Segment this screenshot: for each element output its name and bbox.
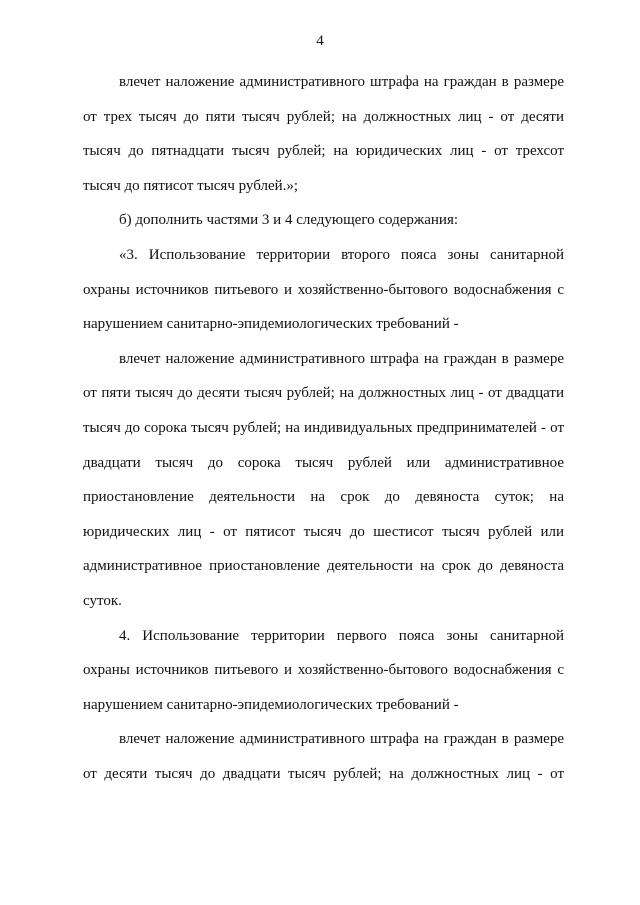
paragraph-part-4: 4. Использование территории первого пояса зоны санитарной охраны источников питьевого и хозяйственно-бытового водоснабжения с нарушением санитарно-эпидемиологических требований - [83,627,564,713]
paragraph-penalty-continuation: влечет наложение административного штрафа на граждан в размере от трех тысяч до пяти тысяч рублей; на должностных лиц - от десяти тысяч до пятнадцати тысяч рублей; на юридических лиц - от трехсот тысяч до пятисот тысяч рублей.»; [83,74,564,194]
paragraph-part-4-penalty: влечет наложение административного штрафа на граждан в размере от десяти тысяч до двадцати тысяч рублей; на должностных лиц - от [83,731,564,782]
paragraph-amendment-b: б) дополнить частями 3 и 4 следующего содержания: [119,212,459,229]
paragraph-part-3: «3. Использование территории второго пояса зоны санитарной охраны источников питьевого и хозяйственно-бытового водоснабжения с нарушением санитарно-эпидемиологических требований - [83,246,564,333]
page-number: 4 [316,33,324,49]
document-body [83,65,564,791]
paragraph-part-3-penalty: влечет наложение административного штрафа на граждан в размере от пяти тысяч до десяти тысяч рублей; на должностных лиц - от двадцати тысяч до сорока тысяч рублей; на индивидуальных предпринимателей - от двадцати тысяч до сорока тысяч рублей или административное приостановление деятельности на срок до девяноста суток; на юридических лиц - от пятисот тысяч до шестисот тысяч рублей или административное приостановление деятельности на срок до девяноста суток. [83,350,564,609]
